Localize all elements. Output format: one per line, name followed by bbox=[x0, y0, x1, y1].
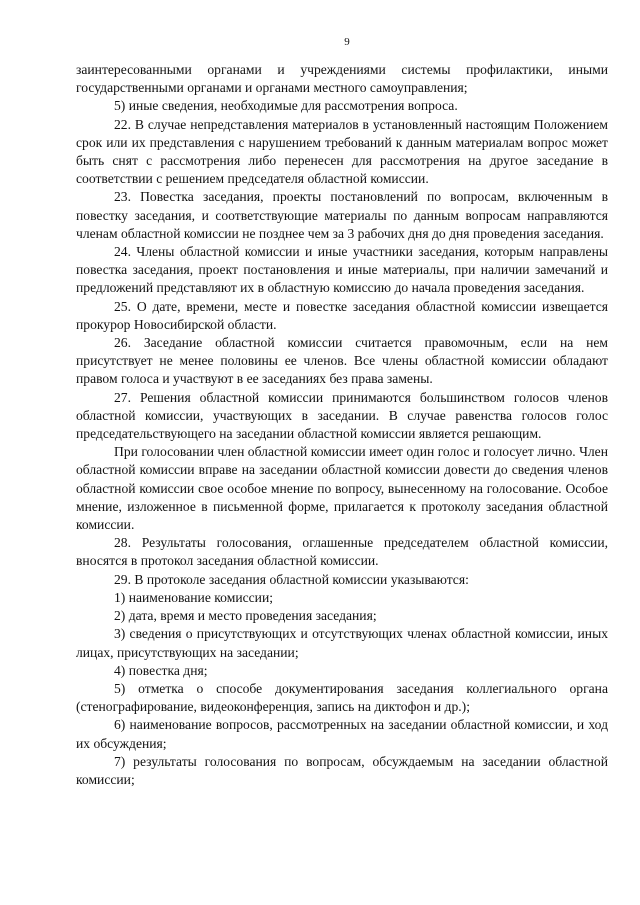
page-number: 9 bbox=[344, 36, 350, 48]
list-item-6: 6) наименование вопросов, рассмотренных на заседании областной комиссии, и ход их обсуждения; bbox=[76, 717, 608, 751]
paragraph-24: 24. Члены областной комиссии и иные участники заседания, которым направлены повестка заседания, проект постановления и иные материалы, при наличии замечаний и предложений представляют их в областную комиссию до начала проведения заседания. bbox=[76, 244, 608, 296]
paragraph-23: 23. Повестка заседания, проекты постановлений по вопросам, включенным в повестку заседания, и соответствующие материалы по данным вопросам направляются членам областной комиссии не позднее чем за 3 рабочих дня до дня проведения заседания. bbox=[76, 189, 608, 241]
paragraph-25: 25. О дате, времени, месте и повестке заседания областной комиссии извещается прокурор Новосибирской области. bbox=[76, 298, 608, 332]
paragraph-voting: При голосовании член областной комиссии имеет один голос и голосует лично. Член областной комиссии вправе на заседании областной комиссии довести до сведения членов областной комиссии свое особое мнение по вопросу, вынесенному на голосование. Особое мнение, изложенное в письменной форме, прилагается к протоколу заседания областной комиссии. bbox=[76, 444, 608, 533]
list-item-4: 4) повестка дня; bbox=[114, 662, 208, 678]
list-item-3: 3) сведения о присутствующих и отсутствующих членах областной комиссии, иных лицах, присутствующих на заседании; bbox=[76, 626, 608, 660]
paragraph-29: 29. В протоколе заседания областной комиссии указываются: bbox=[114, 571, 469, 587]
list-item-2: 2) дата, время и место проведения заседания; bbox=[114, 608, 377, 624]
paragraph-continuation: заинтересованными органами и учреждениями системы профилактики, иными государственными органами и органами местного самоуправления; bbox=[76, 62, 608, 96]
paragraph-28: 28. Результаты голосования, оглашенные председателем областной комиссии, вносятся в протокол заседания областной комиссии. bbox=[76, 535, 608, 569]
document-body bbox=[76, 61, 608, 789]
list-item-1: 1) наименование комиссии; bbox=[114, 589, 273, 605]
list-item-7: 7) результаты голосования по вопросам, обсуждаемым на заседании областной комиссии; bbox=[76, 753, 608, 787]
paragraph-item-5-other-info: 5) иные сведения, необходимые для рассмотрения вопроса. bbox=[114, 98, 458, 114]
list-item-5: 5) отметка о способе документирования заседания коллегиального органа (стенографирование, видеоконференция, запись на диктофон и др.); bbox=[76, 680, 608, 715]
paragraph-26: 26. Заседание областной комиссии считается правомочным, если на нем присутствует не менее половины ее членов. Все члены областной комиссии обладают правом голоса и участвуют в ее заседаниях без права замены. bbox=[76, 335, 608, 387]
paragraph-22: 22. В случае непредставления материалов в установленный настоящим Положением срок или их представления с нарушением требований к данным материалам вопрос может быть снят с рассмотрения либо перенесен для рассмотрения на другое заседание в соответствии с решением председателя областной комиссии. bbox=[76, 116, 608, 187]
paragraph-27: 27. Решения областной комиссии принимаются большинством голосов членов областной комиссии, участвующих в заседании. В случае равенства голосов голос председательствующего на заседании областной комиссии является решающим. bbox=[76, 389, 608, 442]
